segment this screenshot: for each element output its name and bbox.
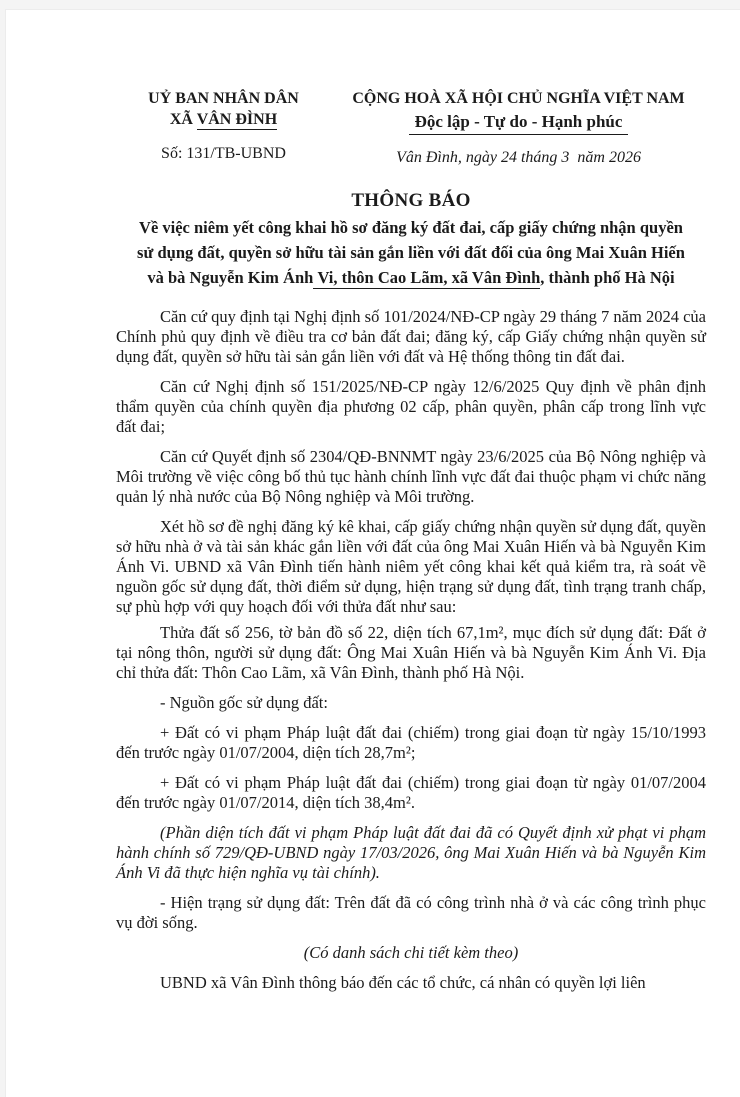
document-page — [5, 9, 740, 1097]
paragraph-current-status: - Hiện trạng sử dụng đất: Trên đất đã có công trình nhà ở và các công trình phục vụ đời sống. — [116, 893, 706, 932]
subtitle-line-2: sử dụng đất, quyền sở hữu tài sản gắn liền với đất đối của ông Mai Xuân Hiến — [137, 243, 685, 262]
document-header — [116, 88, 706, 167]
paragraph-dossier-review: Xét hồ sơ đề nghị đăng ký kê khai, cấp giấy chứng nhận quyền sử dụng đất, quyền sở hữu nhà ở và tài sản khác gắn liền với đất của ông Mai Xuân Hiến và bà Nguyễn Kim Ánh Vi. UBND xã Vân Đình tiến hành niêm yết công khai kết quả kiểm tra, rà soát về nguồn gốc sử dụng đất, thời điểm sử dụng, hiện trạng sử dụng đất, tình trạng tranh chấp, sự phù hợp với quy hoạch đối với thửa đất như sau: — [116, 517, 706, 616]
paragraph-parcel-info: Thửa đất số 256, tờ bản đồ số 22, diện tích 67,1m², mục đích sử dụng đất: Đất ở tại nông thôn, người sử dụng đất: Ông Mai Xuân Hiến và bà Nguyễn Kim Ánh Vi. Địa chỉ thửa đất: Thôn Cao Lãm, xã Vân Đình, thành phố Hà Nội. — [116, 623, 706, 682]
issuing-authority-name: UỶ BAN NHÂN DÂN — [148, 90, 299, 107]
paragraph-attachment-note: (Có danh sách chi tiết kèm theo) — [303, 943, 519, 962]
paragraph-legal-basis-2: Căn cứ Nghị định số 151/2025/NĐ-CP ngày 12/6/2025 Quy định về phân định thẩm quyền của chính quyền địa phương 02 cấp, phân quyền, phân cấp trong lĩnh vực đất đai; — [116, 377, 706, 436]
commune-prefix: XÃ — [169, 111, 197, 128]
document-subtitle — [116, 215, 706, 290]
place-and-date: Vân Đình, ngày 24 tháng 3 năm 2026 — [396, 149, 641, 166]
issuing-authority-block — [116, 88, 331, 167]
paragraph-land-origin-heading: - Nguồn gốc sử dụng đất: — [160, 693, 328, 712]
national-title: CỘNG HOÀ XÃ HỘI CHỦ NGHĨA VIỆT NAM — [352, 90, 685, 107]
paragraph-announcement: UBND xã Vân Đình thông báo đến các tổ chức, cá nhân có quyền lợi liên — [160, 973, 646, 992]
subtitle-line-3 — [116, 265, 706, 290]
subtitle-line-3-underlined: Vi, thôn Cao Lãm, xã Vân Đình — [313, 268, 541, 287]
national-motto-block — [331, 88, 706, 167]
document-content — [6, 10, 740, 993]
document-body — [116, 307, 706, 993]
issuing-commune-line — [116, 109, 331, 130]
commune-name: VÂN ĐÌNH — [196, 111, 278, 128]
paragraph-penalty-note: (Phần diện tích đất vi phạm Pháp luật đất đai đã có Quyết định xử phạt vi phạm hành chính số 729/QĐ-UBND ngày 17/03/2026, ông Mai Xuân Hiến và bà Nguyễn Kim Ánh Vi đã thực hiện nghĩa vụ tài chính). — [116, 823, 706, 882]
paragraph-legal-basis-1: Căn cứ quy định tại Nghị định số 101/2024/NĐ-CP ngày 29 tháng 7 năm 2024 của Chính phủ quy định về điều tra cơ bản đất đai; đăng ký, cấp Giấy chứng nhận quyền sử dụng đất, quyền sở hữu tài sản gắn liền với đất và Hệ thống thông tin đất đai. — [116, 307, 706, 366]
paragraph-violation-1: + Đất có vi phạm Pháp luật đất đai (chiếm) trong giai đoạn từ ngày 15/10/1993 đến trước ngày 01/07/2004, diện tích 28,7m²; — [116, 723, 706, 762]
subtitle-line-3-suffix: , thành phố Hà Nội — [540, 268, 675, 287]
subtitle-line-3-prefix: và bà Nguyễn Kim Ánh — [147, 268, 314, 287]
motto-wrap — [331, 111, 706, 135]
national-motto: Độc lập - Tự do - Hạnh phúc — [409, 111, 629, 135]
paragraph-violation-2: + Đất có vi phạm Pháp luật đất đai (chiếm) trong giai đoạn từ ngày 01/07/2004 đến trước ngày 01/07/2014, diện tích 38,4m². — [116, 773, 706, 812]
document-title: THÔNG BÁO — [351, 190, 471, 211]
subtitle-line-1: Về việc niêm yết công khai hồ sơ đăng ký đất đai, cấp giấy chứng nhận quyền — [139, 218, 683, 237]
paragraph-legal-basis-3: Căn cứ Quyết định số 2304/QĐ-BNNMT ngày 23/6/2025 của Bộ Nông nghiệp và Môi trường về việc công bố thủ tục hành chính lĩnh vực đất đai thuộc phạm vi chức năng quản lý nhà nước của Bộ Nông nghiệp và Môi trường. — [116, 447, 706, 506]
document-number: Số: 131/TB-UBND — [161, 145, 286, 162]
